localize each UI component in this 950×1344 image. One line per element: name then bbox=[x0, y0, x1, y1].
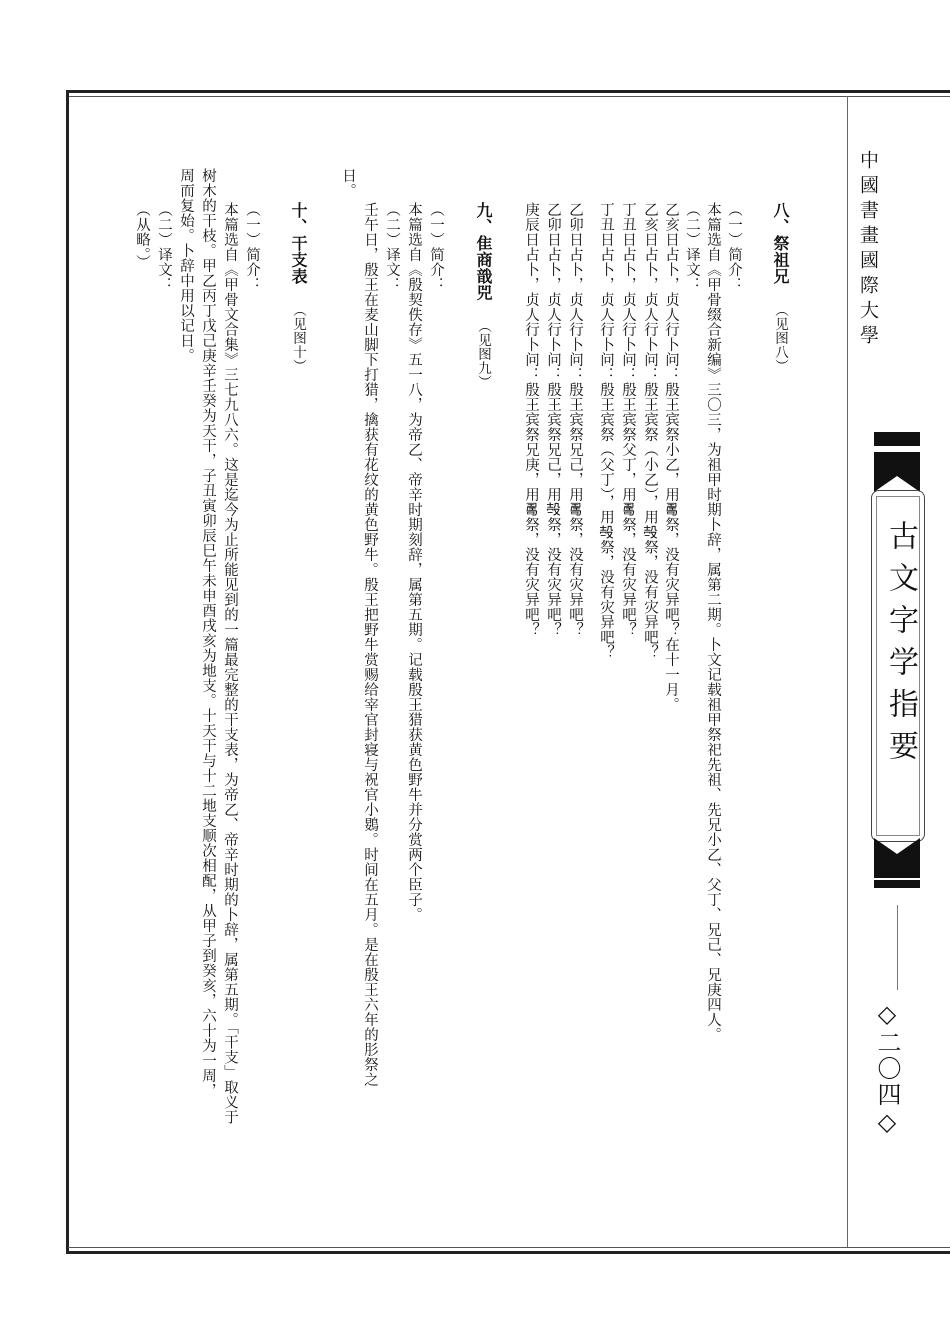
section-9-translation-cont: 日。 bbox=[340, 168, 356, 198]
section-9-figure-note: （见图九） bbox=[475, 319, 491, 389]
section-8-intro-label: （一）简介： bbox=[726, 202, 742, 292]
margin-rule bbox=[897, 905, 898, 990]
page-number: ◇二〇四◇ bbox=[873, 1000, 901, 1138]
section-8-figure-note: （见图八） bbox=[772, 302, 788, 373]
section-8-line: 乙卯日占卜，贞人行卜问：殷王宾祭兄己，用𠷎祭，没有灾异吧？ bbox=[567, 202, 583, 637]
section-10-intro: 本篇选自《甲骨文合集》三七九八六。这是迄今为止所能见到的一篇最完整的干支表，为帝乙、帝辛时期的卜辞，属第五期。「干支」取义于 bbox=[222, 202, 238, 1125]
section-9-intro-label: （一）简介： bbox=[428, 202, 444, 292]
section-8-translation-label: （二）译文： bbox=[684, 202, 700, 292]
page-frame-top-inner bbox=[68, 96, 950, 97]
university-name: 中國書畫國際大學 bbox=[857, 150, 879, 350]
section-10-translation-label: （二）译文： bbox=[156, 202, 172, 292]
section-8-line: 丁丑日占卜，贞人行卜问：殷王宾祭（父丁），用𣪊祭，没有灾异吧？ bbox=[598, 202, 614, 660]
section-8-title: 八、祭祖兄 bbox=[771, 202, 790, 285]
section-10-title: 十、干支表 bbox=[289, 202, 308, 285]
section-10-intro-label: （一）简介： bbox=[244, 202, 260, 292]
page-frame-left bbox=[66, 90, 69, 1254]
banner-bottom-bar bbox=[874, 880, 920, 888]
margin-divider bbox=[847, 96, 848, 1247]
section-10-intro-cont: 树木的干枝。甲乙丙丁戊己庚辛壬癸为天干，子丑寅卯辰巳午未申酉戌亥为地支。十天干与十二地支顺次相配，从甲子到癸亥，六十为一周， bbox=[200, 168, 216, 1098]
section-9-translation-label: （二）译文： bbox=[384, 202, 400, 292]
section-8-line: 乙亥日占卜，贞人行卜问：殷王宾祭（小乙），用𣪊祭，没有灾异吧？ bbox=[642, 202, 658, 660]
banner-top-ornament bbox=[874, 452, 920, 492]
section-8-line: 乙卯日占卜，贞人行卜问：殷王宾祭兄己，用𣪊祭，没有灾异吧？ bbox=[545, 202, 561, 637]
section-8-line: 丁丑日占卜，贞人行卜问：殷王宾祭父丁，用𠷎祭，没有灾异吧？ bbox=[620, 202, 636, 637]
book-title: 古文字学指要 bbox=[883, 520, 918, 772]
page-frame-top bbox=[66, 90, 950, 93]
section-8-intro: 本篇选自《甲骨缀合新编》三〇三，为祖甲时期卜辞，属第二期。卜文记载祖甲祭祀先祖、先兄小乙、父丁、兄己、兄庚四人。 bbox=[705, 202, 721, 1042]
section-10-intro-cont: 周而复始。卜辞中用以记日。 bbox=[178, 168, 194, 363]
banner-top-bar bbox=[874, 432, 920, 446]
page-frame-bottom bbox=[66, 1251, 950, 1254]
section-8-heading bbox=[770, 202, 790, 373]
section-10-translation: （从略。） bbox=[134, 202, 150, 270]
page-frame-bottom-inner bbox=[68, 1247, 950, 1248]
section-10-heading bbox=[288, 202, 308, 373]
section-9-title: 九、隹商戠兕 bbox=[474, 202, 493, 301]
section-8-line: 庚辰日占卜，贞人行卜问：殷王宾祭兄庚，用𠷎祭，没有灾异吧？ bbox=[523, 202, 539, 637]
banner-bottom-ornament bbox=[874, 838, 920, 878]
section-8-line: 乙亥日占卜，贞人行卜问：殷王宾祭小乙，用𠷎祭，没有灾异吧？在十一月。 bbox=[663, 202, 679, 712]
section-9-heading bbox=[473, 202, 493, 389]
section-9-intro: 本篇选自《殷契佚存》五一八，为帝乙、帝辛时期刻辞，属第五期。记载殷王猎获黄色野牛并分赏两个臣子。 bbox=[406, 202, 422, 922]
section-10-figure-note: （见图十） bbox=[290, 302, 306, 373]
section-9-translation: 壬午日，殷王在麦山脚下打猎，擒获有花纹的黄色野牛。殷王把野牛赏赐给宰官封寝与祝官小䳛。时间在五月。是在殷王六年的肜祭之 bbox=[362, 202, 378, 1087]
